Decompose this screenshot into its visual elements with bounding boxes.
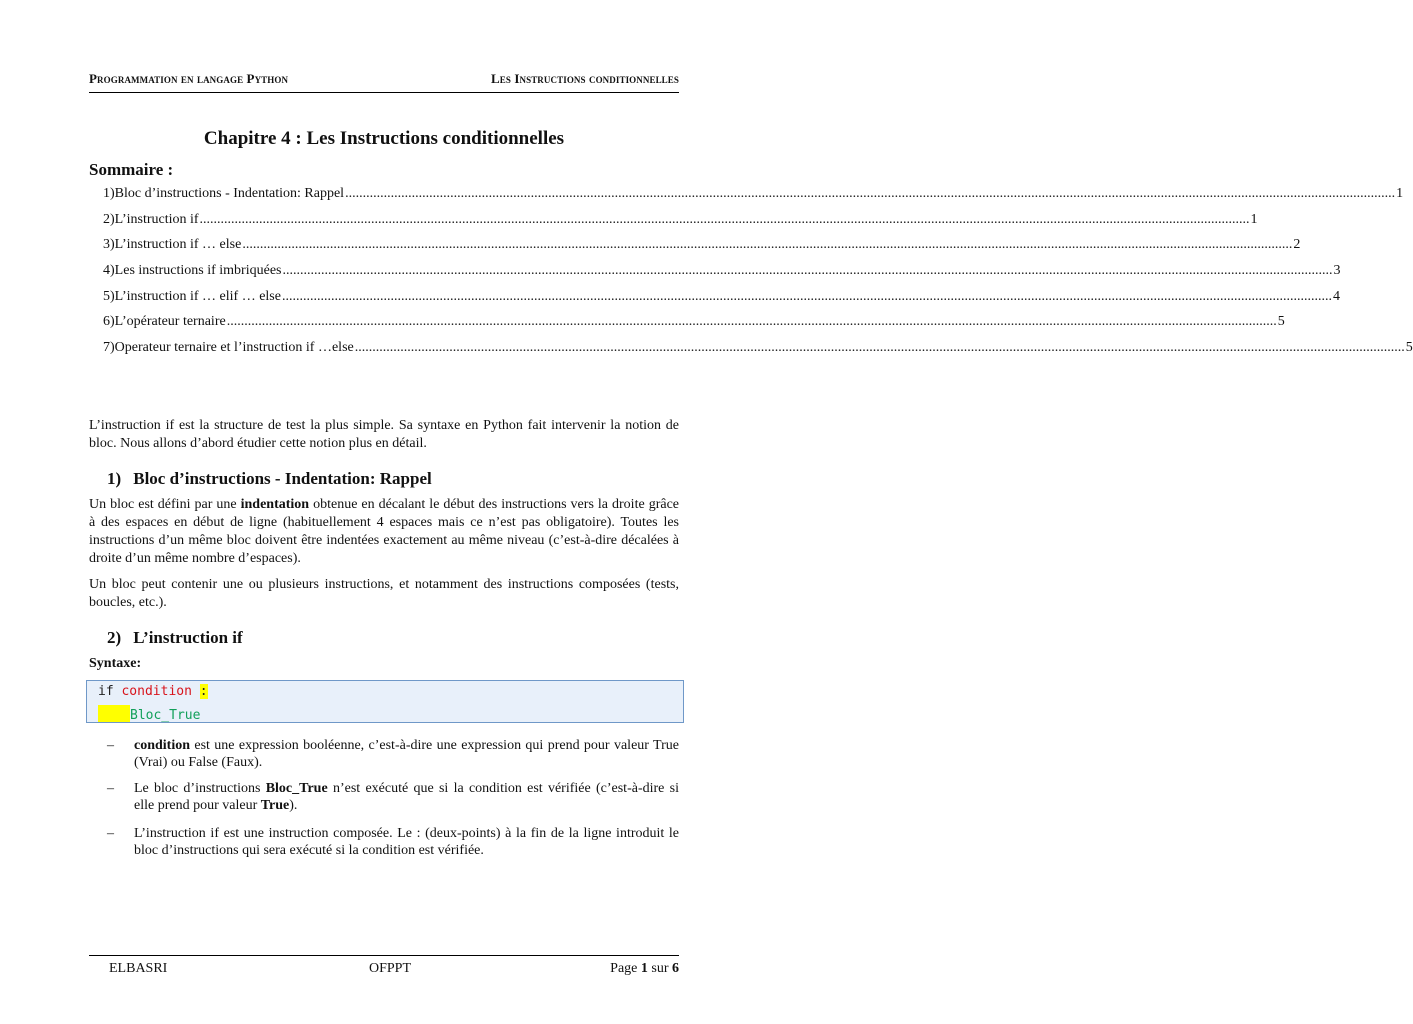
code-block bbox=[86, 680, 684, 723]
bullet-text bbox=[134, 737, 679, 771]
text-run: ). bbox=[289, 798, 298, 813]
toc-item-label: L’instruction if … else bbox=[114, 237, 242, 253]
text-run: n’est exécuté que si la condition est vérifiée (c’est-à-dire si elle prend pour valeur bbox=[134, 781, 679, 813]
section-1-number: 1) bbox=[107, 469, 122, 488]
toc-item-label: Operateur ternaire et l’instruction if …else bbox=[114, 340, 354, 356]
bullet-dash: – bbox=[107, 781, 114, 796]
section-1-title: Bloc d’instructions - Indentation: Rappel bbox=[133, 469, 432, 488]
toc-item-number: 7) bbox=[103, 340, 115, 356]
bold-term: True bbox=[260, 798, 290, 813]
bullet-text bbox=[134, 780, 679, 814]
section-1-heading bbox=[107, 469, 432, 489]
syntaxe-label: Syntaxe: bbox=[89, 656, 142, 671]
code-condition: condition bbox=[121, 684, 192, 699]
bold-term: Bloc_True bbox=[265, 781, 328, 796]
toc-leader-dots: ............................................................................................................................................................................................................................................................................................................ bbox=[345, 186, 1396, 201]
text-run: Un bloc est défini par une bbox=[89, 497, 241, 512]
toc-item-number: 3) bbox=[103, 237, 115, 253]
toc-item[interactable] bbox=[89, 237, 1301, 263]
toc-item-label: L’instruction if … elif … else bbox=[114, 288, 281, 304]
toc-item[interactable] bbox=[89, 186, 1404, 212]
bullet-item-1 bbox=[107, 737, 679, 771]
bullet-item-2 bbox=[107, 780, 679, 814]
bold-term: condition bbox=[134, 738, 191, 753]
toc-item-page: 1 bbox=[1250, 211, 1258, 227]
toc-item-page: 4 bbox=[1332, 288, 1340, 304]
toc-leader-dots: ............................................................................................................................................................................................................................................................................................................ bbox=[281, 288, 1332, 304]
indent-highlight bbox=[98, 705, 130, 722]
section-1-paragraph-2: Un bloc peut contenir une ou plusieurs instructions, et notamment des instructions composées (tests, boucles, etc.). bbox=[89, 577, 679, 610]
page-header bbox=[89, 71, 679, 93]
bullet-dash: – bbox=[107, 738, 114, 753]
toc-item-page: 5 bbox=[1277, 314, 1285, 330]
toc-item-label: L’instruction if bbox=[114, 211, 199, 227]
header-left: Programmation en langage Python bbox=[89, 71, 289, 86]
bullet-text: L’instruction if est une instruction composée. Le : (deux-points) à la fin de la ligne introduit le bloc d’instructions qui sera exécuté si la condition est vérifiée. bbox=[134, 826, 679, 858]
toc-item[interactable] bbox=[89, 211, 1258, 238]
code-colon: : bbox=[199, 684, 208, 699]
toc-item-label: Les instructions if imbriquées bbox=[114, 263, 282, 279]
toc-item[interactable] bbox=[89, 288, 1340, 315]
code-bloc-true: Bloc_True bbox=[130, 708, 201, 723]
code-keyword-if: if bbox=[98, 684, 114, 699]
page-footer bbox=[89, 955, 679, 976]
toc-item-label: Bloc d’instructions - Indentation: Rappel bbox=[114, 186, 345, 201]
section-2-number: 2) bbox=[107, 628, 122, 647]
toc-item[interactable] bbox=[89, 263, 1341, 289]
footer-org: OFPPT bbox=[369, 961, 412, 976]
toc-leader-dots: ............................................................................................................................................................................................................................................................................................................ bbox=[242, 237, 1293, 253]
total-pages: 6 bbox=[672, 961, 679, 976]
text-run: est une expression booléenne, c’est-à-dire une expression qui prend pour valeur True (Vrai) ou False (Faux). bbox=[134, 738, 679, 770]
text-run: Page bbox=[610, 961, 641, 976]
intro-paragraph: L’instruction if est la structure de test la plus simple. Sa syntaxe en Python fait intervenir la notion de bloc. Nous allons d’abord étudier cette notion plus en détail. bbox=[89, 418, 679, 451]
section-2-title: L’instruction if bbox=[133, 628, 243, 647]
toc-item-number: 2) bbox=[103, 211, 115, 227]
toc-item-page: 2 bbox=[1293, 237, 1301, 253]
toc-leader-dots: ............................................................................................................................................................................................................................................................................................................ bbox=[199, 211, 1250, 227]
bullet-item-3 bbox=[107, 825, 679, 859]
toc-item[interactable] bbox=[89, 340, 1413, 366]
footer-author: ELBASRI bbox=[109, 961, 168, 976]
toc-item-page: 5 bbox=[1405, 340, 1413, 356]
code-line-1 bbox=[98, 684, 208, 699]
toc-item-number: 1) bbox=[103, 186, 115, 201]
toc-item-page: 1 bbox=[1396, 186, 1404, 201]
toc-leader-dots: ............................................................................................................................................................................................................................................................................................................ bbox=[282, 263, 1333, 279]
toc-leader-dots: ............................................................................................................................................................................................................................................................................................................ bbox=[354, 340, 1405, 356]
footer-page-number bbox=[610, 961, 679, 977]
section-1-paragraph-1 bbox=[89, 496, 679, 568]
toc-item-label: L’opérateur ternaire bbox=[114, 314, 226, 330]
toc-item[interactable] bbox=[89, 314, 1285, 340]
current-page: 1 bbox=[640, 961, 648, 976]
sommaire-heading: Sommaire : bbox=[89, 160, 174, 179]
toc-item-number: 6) bbox=[103, 314, 115, 330]
section-2-heading bbox=[107, 628, 243, 648]
toc-item-number: 4) bbox=[103, 263, 115, 279]
toc-item-number: 5) bbox=[103, 288, 115, 304]
bullet-dash: – bbox=[107, 826, 114, 841]
text-run: sur bbox=[647, 961, 672, 976]
toc-leader-dots: ............................................................................................................................................................................................................................................................................................................ bbox=[226, 314, 1277, 330]
bold-term: indentation bbox=[240, 497, 310, 512]
chapter-title: Chapitre 4 : Les Instructions conditionnelles bbox=[203, 128, 565, 149]
text-run: Le bloc d’instructions bbox=[134, 781, 266, 796]
table-of-contents bbox=[89, 186, 1413, 366]
header-right: Les Instructions conditionnelles bbox=[491, 71, 679, 86]
text-run: obtenue en décalant le début des instructions vers la droite grâce à des espaces en début de ligne (habituellement 4 espaces mais ce n’est pas obligatoire). Toutes les instructions d’un même bloc doivent être indentées exactement au même niveau (c’est-à-dire décalées à droite d’un même nombre d’espaces). bbox=[89, 497, 679, 566]
toc-item-page: 3 bbox=[1333, 263, 1341, 279]
code-line-2 bbox=[98, 705, 200, 723]
